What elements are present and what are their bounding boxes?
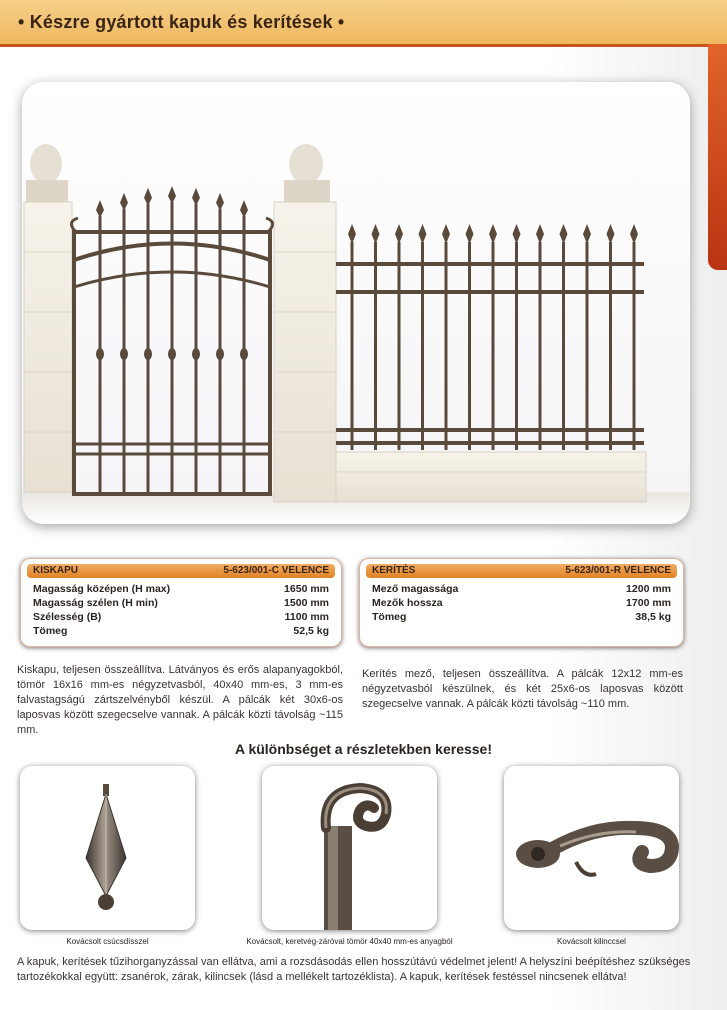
gate-fence-illustration xyxy=(22,82,690,524)
kiskapu-row-value: 52,5 kg xyxy=(293,625,329,637)
fence-spear-tip xyxy=(419,224,427,244)
slogan: A különbséget a részletekben keresse! xyxy=(234,741,493,757)
fence-bars xyxy=(348,224,638,450)
fence-spear-tip xyxy=(630,224,638,244)
kiskapu-code: 5-623/001-C VELENCE xyxy=(223,565,329,576)
gate-spear-tip xyxy=(96,200,104,218)
detail-caption: Kovácsolt kilinccsel xyxy=(557,937,626,946)
gate-spear-tip xyxy=(120,193,128,211)
kiskapu-row-value: 1100 mm xyxy=(284,611,329,623)
kiskapu-row-label: Tömeg xyxy=(33,625,68,637)
gate-bar-collar xyxy=(120,348,128,360)
fence xyxy=(336,264,644,443)
product-photo xyxy=(22,82,690,524)
scroll-end-icon xyxy=(262,766,437,930)
gate-spear-tip xyxy=(168,186,176,204)
gate-bar-collar xyxy=(240,348,248,360)
kiskapu-row-label: Magasság szélen (H min) xyxy=(33,597,158,609)
kerites-code: 5-623/001-R VELENCE xyxy=(565,565,671,576)
header-accent-line xyxy=(0,44,727,47)
fence-spear-tip xyxy=(583,224,591,244)
detail-box-spear-tip xyxy=(20,766,195,930)
gate-spear-tip xyxy=(216,193,224,211)
fence-spear-tip xyxy=(348,224,356,244)
kiskapu-row-value: 1500 mm xyxy=(284,597,329,609)
right-pillar xyxy=(274,144,336,502)
fence-spear-tip xyxy=(395,224,403,244)
kerites-description: Kerítés mező, teljesen összeállítva. A pálcák 12x12 mm-es négyzetvasból készülnek, és két 25x6-os laposvas között szegecselve vannak. A pálcák közti távolság ~110 mm. xyxy=(362,668,683,710)
gate-spear-tip xyxy=(240,200,248,218)
gate-spear-tip xyxy=(144,188,152,206)
fence-spear-tip xyxy=(513,224,521,244)
kerites-row-label: Mező magassága xyxy=(372,583,459,595)
fence-spear-tip xyxy=(607,224,615,244)
kerites-title: KERÍTÉS xyxy=(372,565,416,576)
kerites-spec-card xyxy=(359,558,684,647)
kiskapu-row-label: Szélesség (B) xyxy=(33,611,102,623)
left-pillar xyxy=(24,144,72,492)
spear-tip-icon xyxy=(20,766,195,930)
kiskapu-title: KISKAPU xyxy=(33,565,79,576)
kiskapu-description: Kiskapu, teljesen összeállítva. Látványos és erős alapanyagokból, tömör 16x16 mm-es négyzetvasból, 40x40 mm-es, 3 mm-es falvastagságú zártszelvényből készül. A pálcák két 30x6-os laposvas között szegecselve vannak. A pálcák közti távolság ~115 mm. xyxy=(17,664,343,736)
fence-spear-tip xyxy=(372,224,380,244)
detail-box-scroll-end xyxy=(262,766,437,930)
kerites-row-value: 1700 mm xyxy=(626,597,671,609)
kiskapu-spec-card xyxy=(20,558,342,647)
fence-spear-tip xyxy=(489,224,497,244)
kiskapu-row-label: Magasság középen (H max) xyxy=(33,583,171,595)
kerites-row-value: 1200 mm xyxy=(626,583,671,595)
door-handle-icon xyxy=(504,766,679,930)
page-title: • Készre gyártott kapuk és kerítések • xyxy=(18,12,345,32)
kerites-row-value: 38,5 kg xyxy=(635,611,671,623)
kiskapu-header-bar xyxy=(27,564,335,578)
gate-bar-collar xyxy=(96,348,104,360)
kerites-row-label: Tömeg xyxy=(372,611,407,623)
fence-spear-tip xyxy=(466,224,474,244)
kerites-header-bar xyxy=(366,564,677,578)
gate-bar-collar xyxy=(192,348,200,360)
detail-caption: Kovácsolt, keretvég-záróval tömör 40x40 mm-es anyagból xyxy=(246,937,453,946)
footer-note: A kapuk, kerítések tűzihorganyzással van ellátva, ami a rozsdásodás ellen hosszútávú védelmet jelent! A helyszíni beépítéshez szükséges tartozékokkal együtt: zsanérok, zárak, kilincsek (lásd a mellékelt tartozéklista). A kapuk, kerítések festéssel nincsenek ellátva! xyxy=(17,956,691,983)
detail-caption: Kovácsolt csúcsdísszel xyxy=(66,937,149,946)
gate-bar-collar xyxy=(168,348,176,360)
kiskapu-row-value: 1650 mm xyxy=(284,583,329,595)
gate-bar-collar xyxy=(216,348,224,360)
fence-spear-tip xyxy=(560,224,568,244)
gate-bar-collar xyxy=(144,348,152,360)
page-edge-tab xyxy=(708,44,727,270)
detail-box-door-handle xyxy=(504,766,679,930)
fence-spear-tip xyxy=(442,224,450,244)
gate-spear-tip xyxy=(192,188,200,206)
kerites-row-label: Mezők hossza xyxy=(372,597,443,609)
fence-spear-tip xyxy=(536,224,544,244)
header-bar xyxy=(0,0,727,44)
